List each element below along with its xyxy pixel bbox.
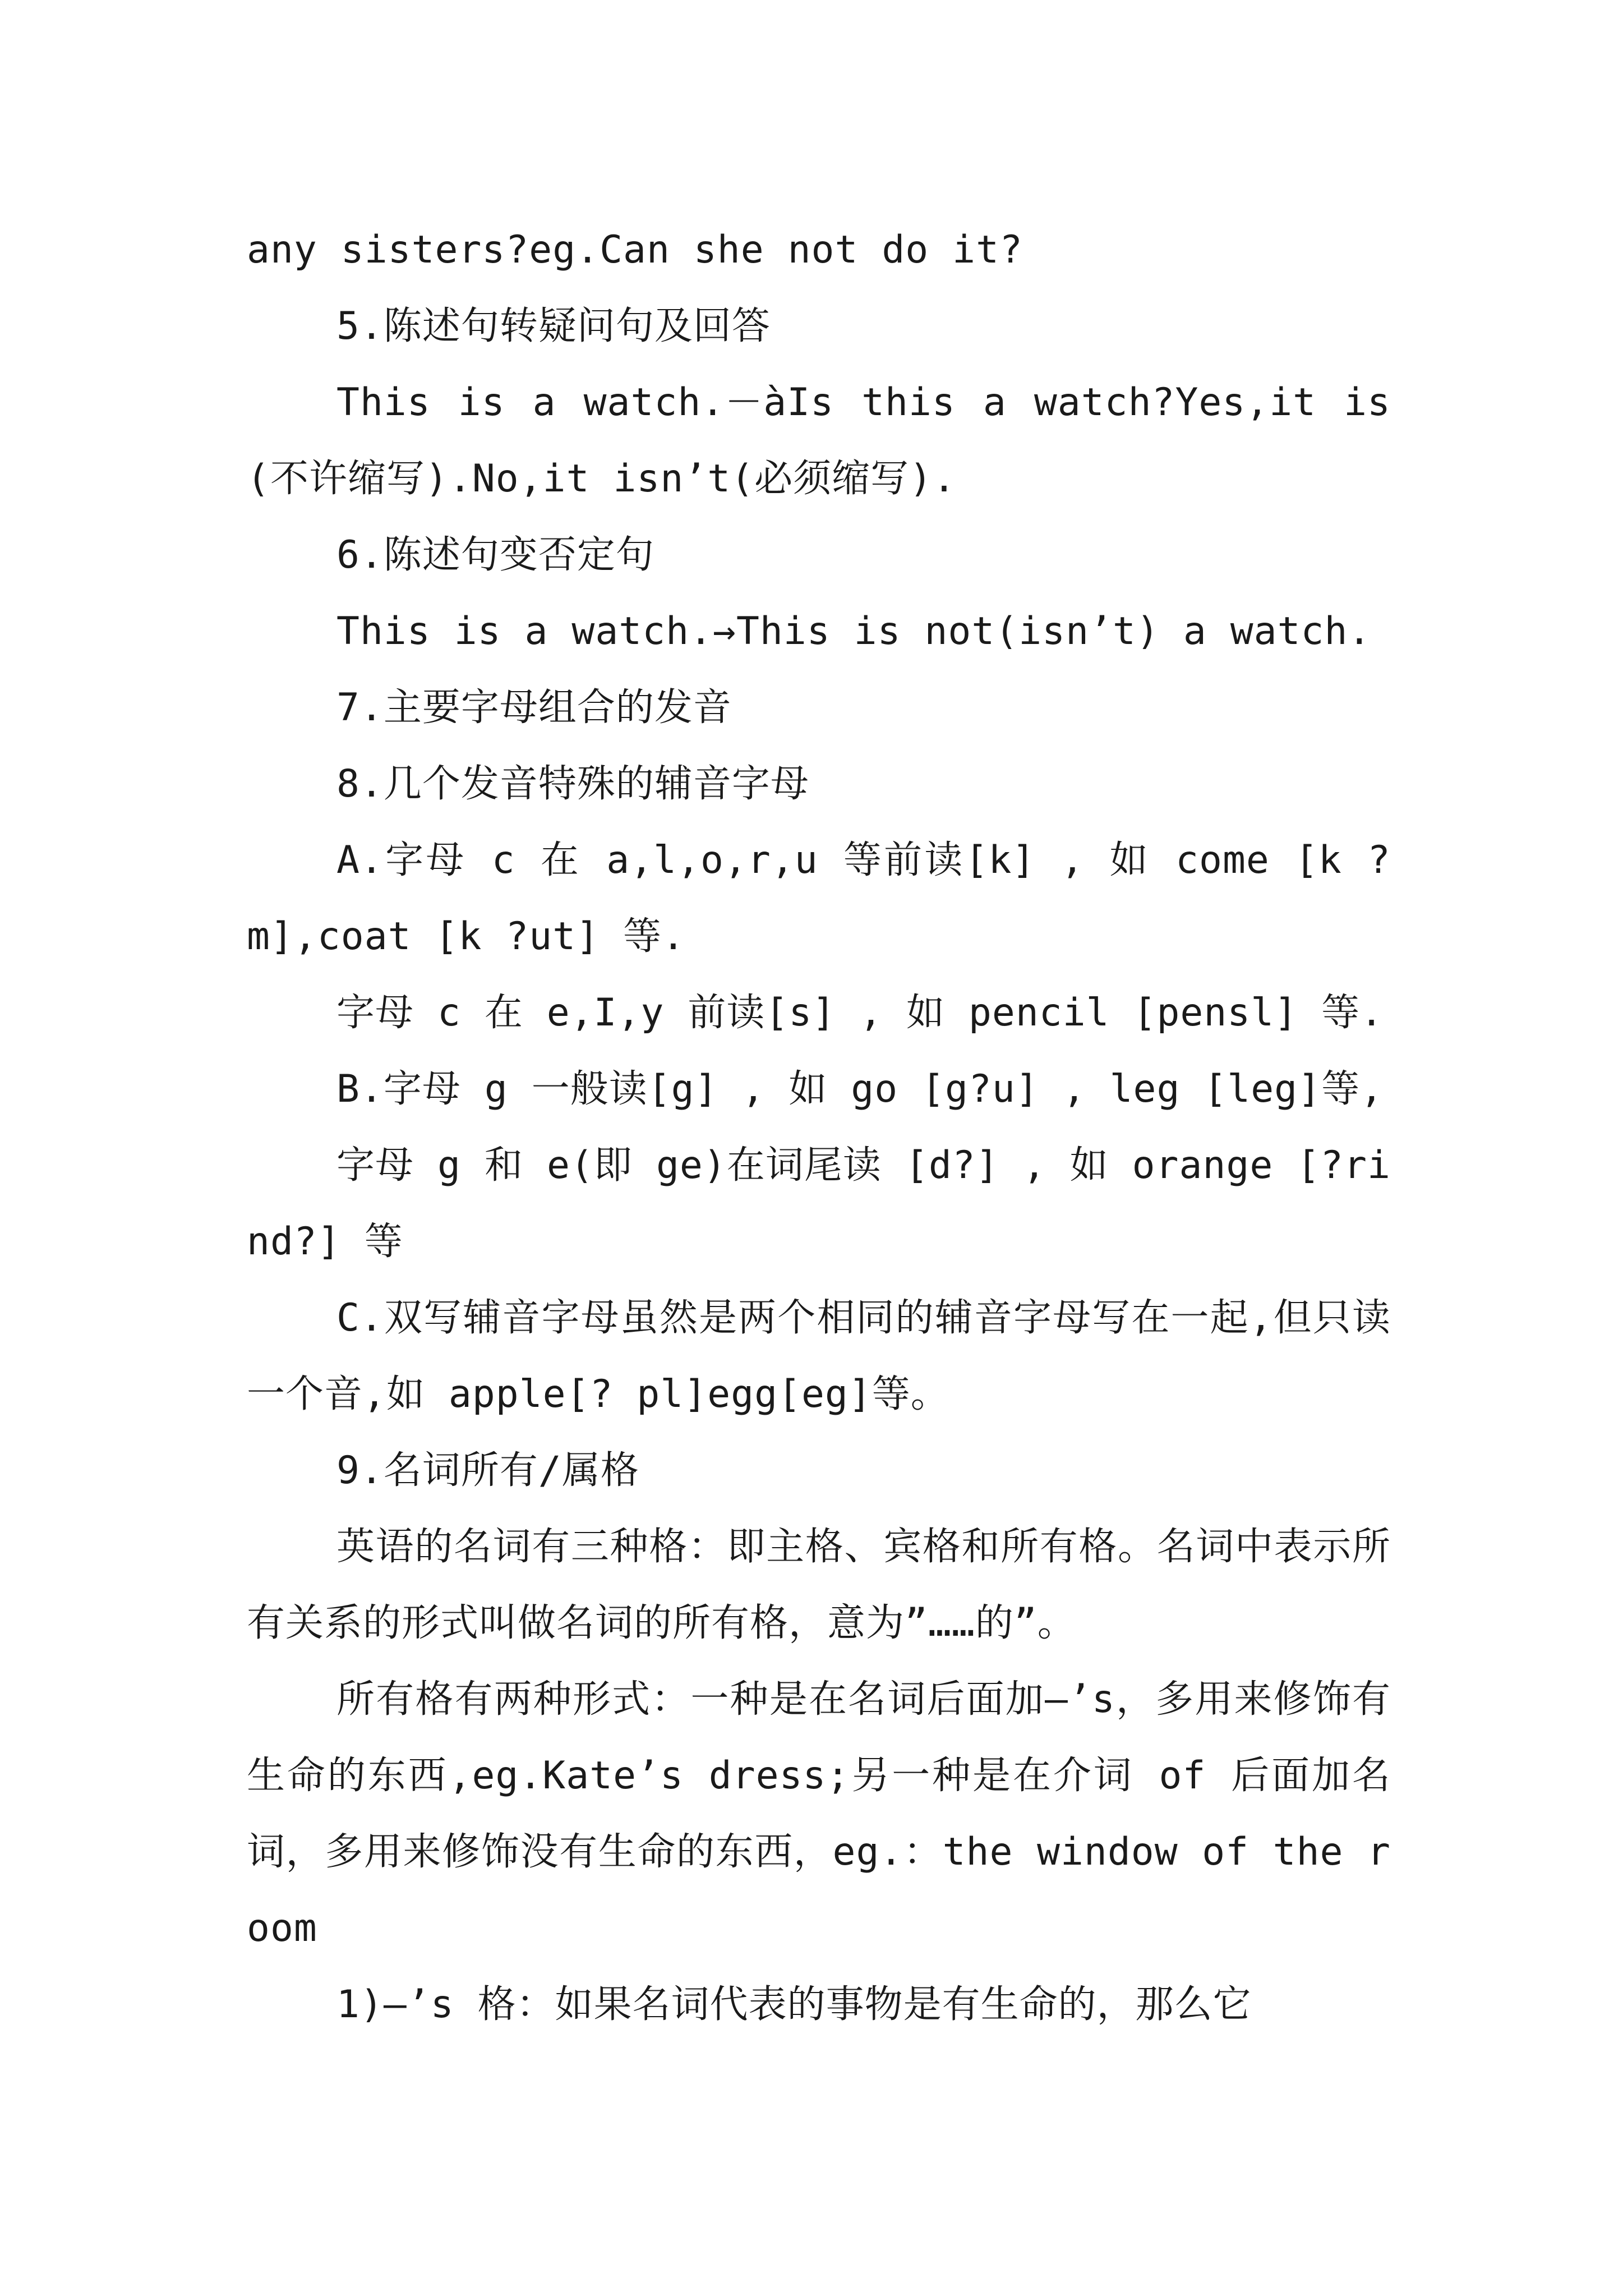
paragraph-9-intro: 英语的名词有三种格：即主格、宾格和所有格。名词中表示所有关系的形式叫做名词的所有格，意为”……的”。 — [247, 1525, 1391, 1645]
paragraph-1: any sisters?eg.Can she not do it? — [247, 228, 1023, 272]
heading-6: 6.陈述句变否定句 — [336, 533, 654, 577]
paragraph-9-forms: 所有格有两种形式：一种是在名词后面加—’s，多用来修饰有生命的东西,eg.Kate’s dress;另一种是在介词 of 后面加名词，多用来修饰没有生命的东西，eg.：the window of the room — [247, 1677, 1391, 1950]
paragraph-6-example: This is a watch.→This is not(isn’t) a watch. — [336, 609, 1372, 654]
document-body — [247, 212, 1391, 2043]
paragraph-5-example: This is a watch.－àIs this a watch?Yes,it is(不许缩写).No,it isn’t(必须缩写). — [247, 380, 1391, 501]
paragraph-8a-2: 字母 c 在 e,I,y 前读[s] , 如 pencil [pensl] 等. — [336, 991, 1384, 1035]
heading-8: 8.几个发音特殊的辅音字母 — [336, 762, 809, 806]
paragraph-8b: B.字母 g 一般读[g] , 如 go [g?u] , leg [leg]等, — [336, 1067, 1384, 1111]
heading-5: 5.陈述句转疑问句及回答 — [336, 304, 771, 348]
paragraph-8c: C.双写辅音字母虽然是两个相同的辅音字母写在一起,但只读一个音,如 apple[? pl]egg[eg]等。 — [247, 1296, 1391, 1416]
heading-7: 7.主要字母组合的发音 — [336, 685, 732, 730]
paragraph-8b-2: 字母 g 和 e(即 ge)在词尾读 [d?] , 如 orange [?rind?] 等 — [247, 1143, 1391, 1264]
paragraph-8a: A.字母 c 在 a,l,o,r,u 等前读[k] , 如 come [k ?m],coat [k ?ut] 等. — [247, 838, 1391, 959]
heading-9: 9.名词所有/属格 — [336, 1448, 639, 1493]
paragraph-9-1: 1)—’s 格：如果名词代表的事物是有生命的，那么它 — [336, 1982, 1252, 2027]
